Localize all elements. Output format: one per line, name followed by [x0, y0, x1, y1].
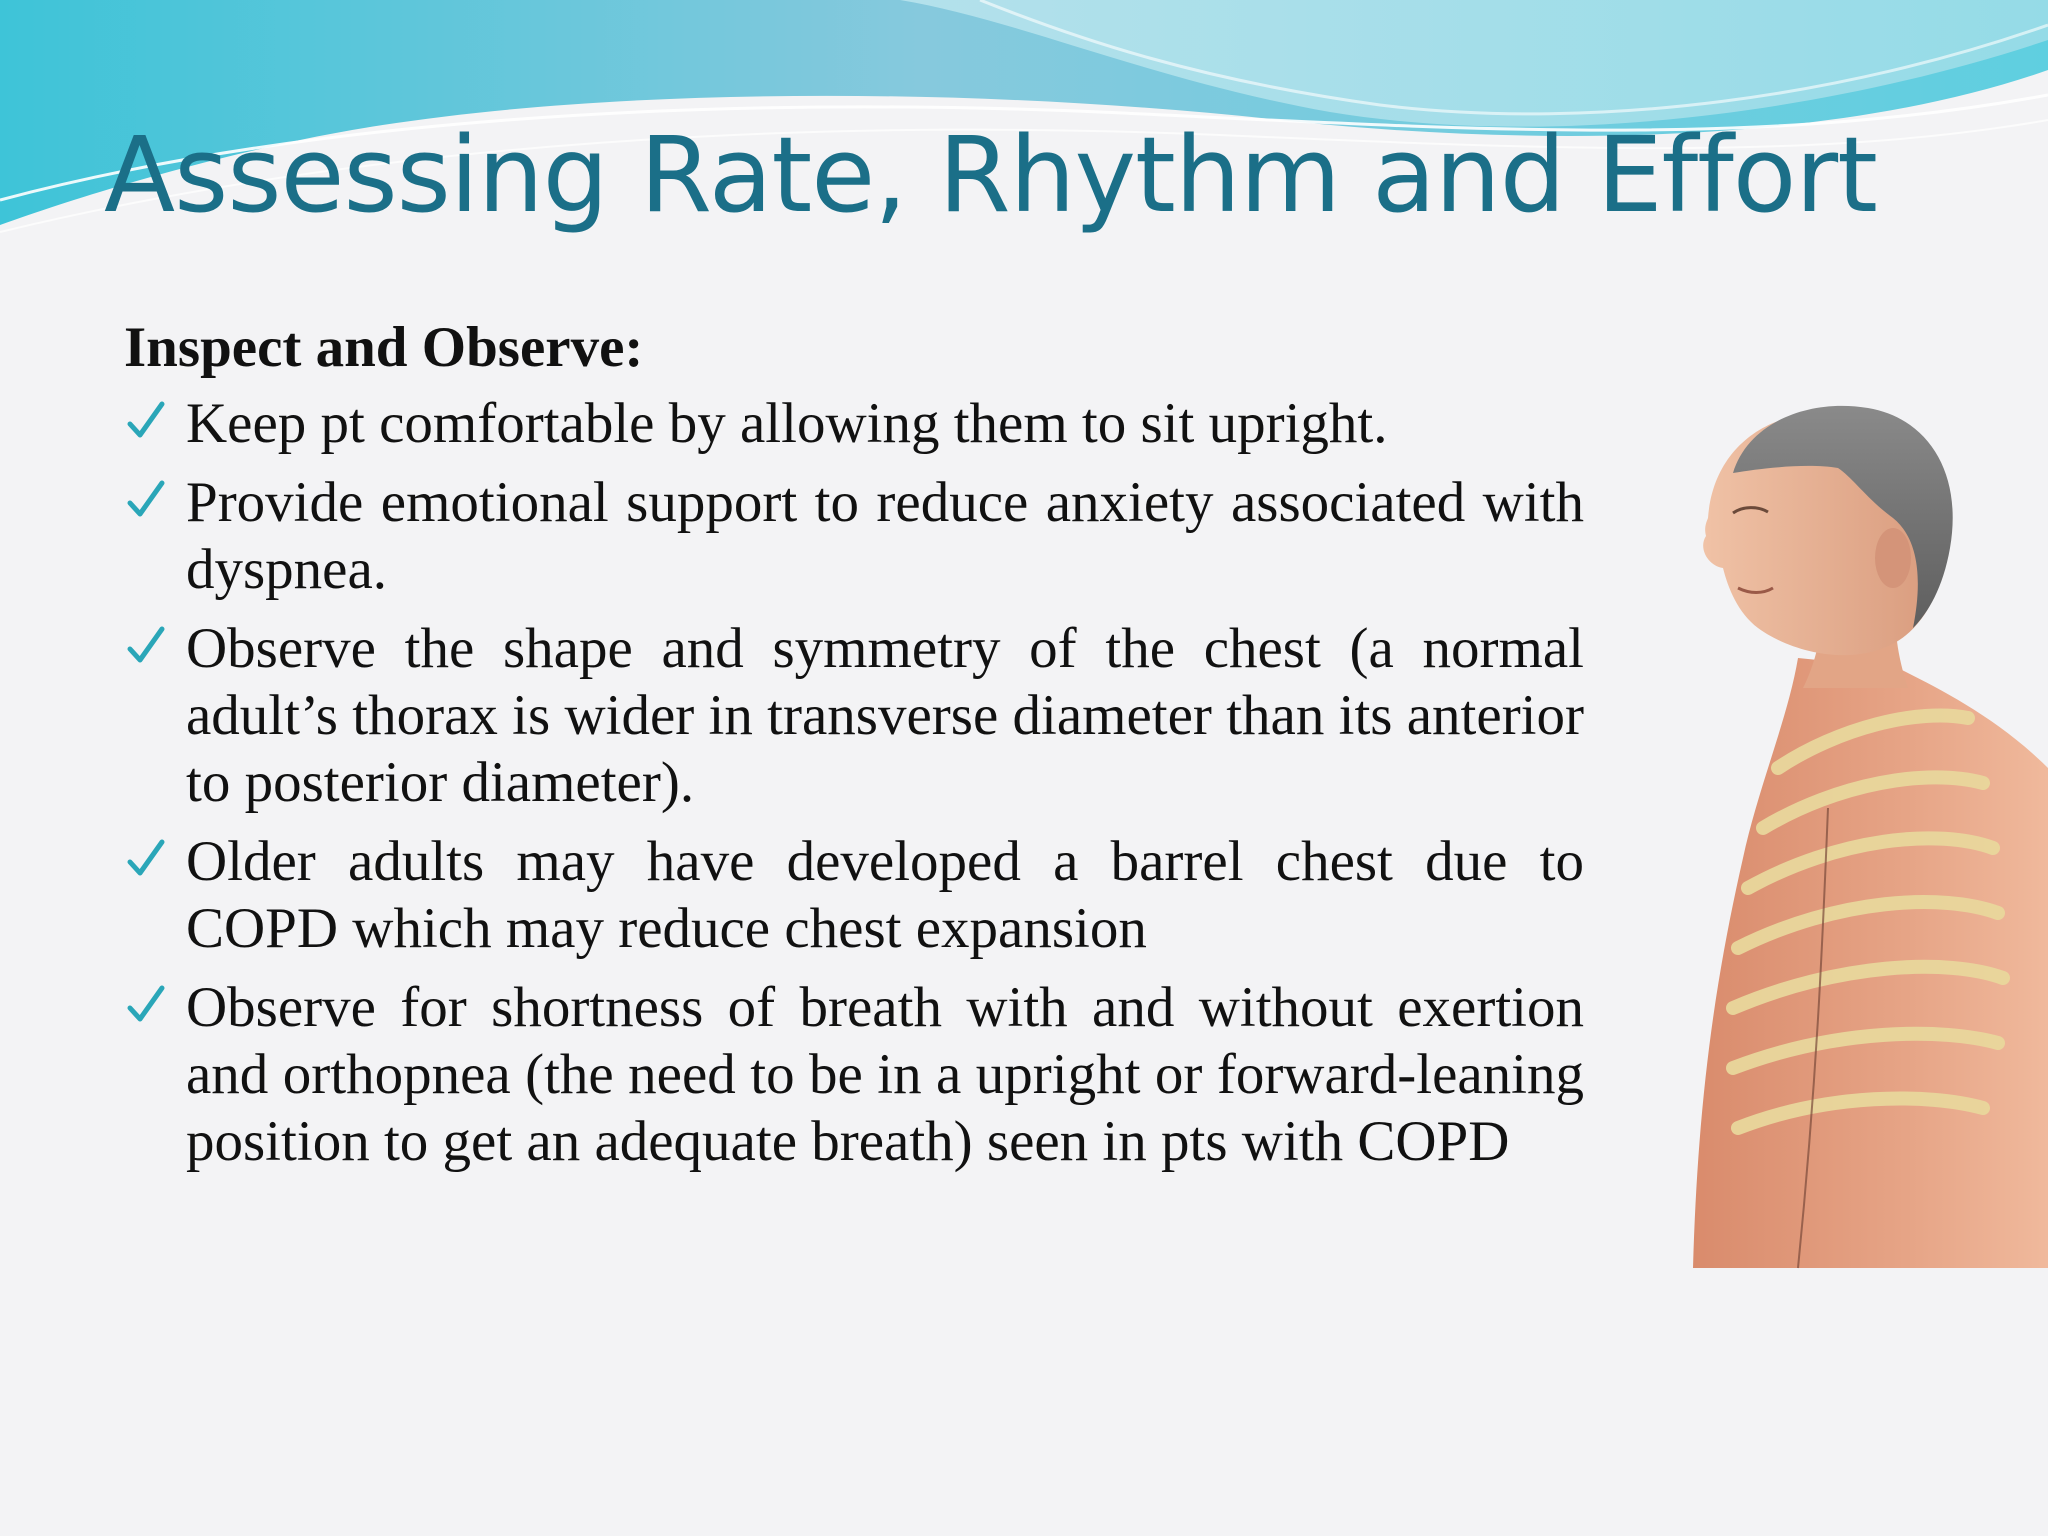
- bullet-item: [124, 974, 1584, 1175]
- bullet-text: Observe for shortness of breath with and without exertion and orthopnea (the need to be in a upright or forward-leaning position to get an adequate breath) seen in pts with COPD: [186, 976, 1584, 1173]
- bullet-text: Observe the shape and symmetry of the chest (a normal adult’s thorax is wider in transverse diameter than its anterior to posterior diameter).: [186, 617, 1584, 814]
- bullet-item: [124, 615, 1584, 816]
- checkmark-icon: [124, 469, 168, 529]
- checkmark-icon: [124, 615, 168, 675]
- bullet-item: [124, 828, 1584, 962]
- checkmark-icon: [124, 828, 168, 888]
- bullet-text: Keep pt comfortable by allowing them to sit upright.: [186, 392, 1388, 455]
- slide-body: [124, 312, 1584, 1187]
- checkmark-icon: [124, 974, 168, 1034]
- slide-title: Assessing Rate, Rhythm and Effort: [104, 114, 1877, 236]
- checkmark-icon: [124, 390, 168, 450]
- bullet-list: [124, 390, 1584, 1175]
- bullet-item: [124, 390, 1584, 457]
- bullet-text: Provide emotional support to reduce anxiety associated with dyspnea.: [186, 471, 1584, 601]
- bullet-item: [124, 469, 1584, 603]
- anatomical-illustration-image: [1638, 388, 2048, 1288]
- section-heading: Inspect and Observe:: [124, 316, 644, 379]
- bullet-text: Older adults may have developed a barrel chest due to COPD which may reduce chest expansion: [186, 830, 1584, 960]
